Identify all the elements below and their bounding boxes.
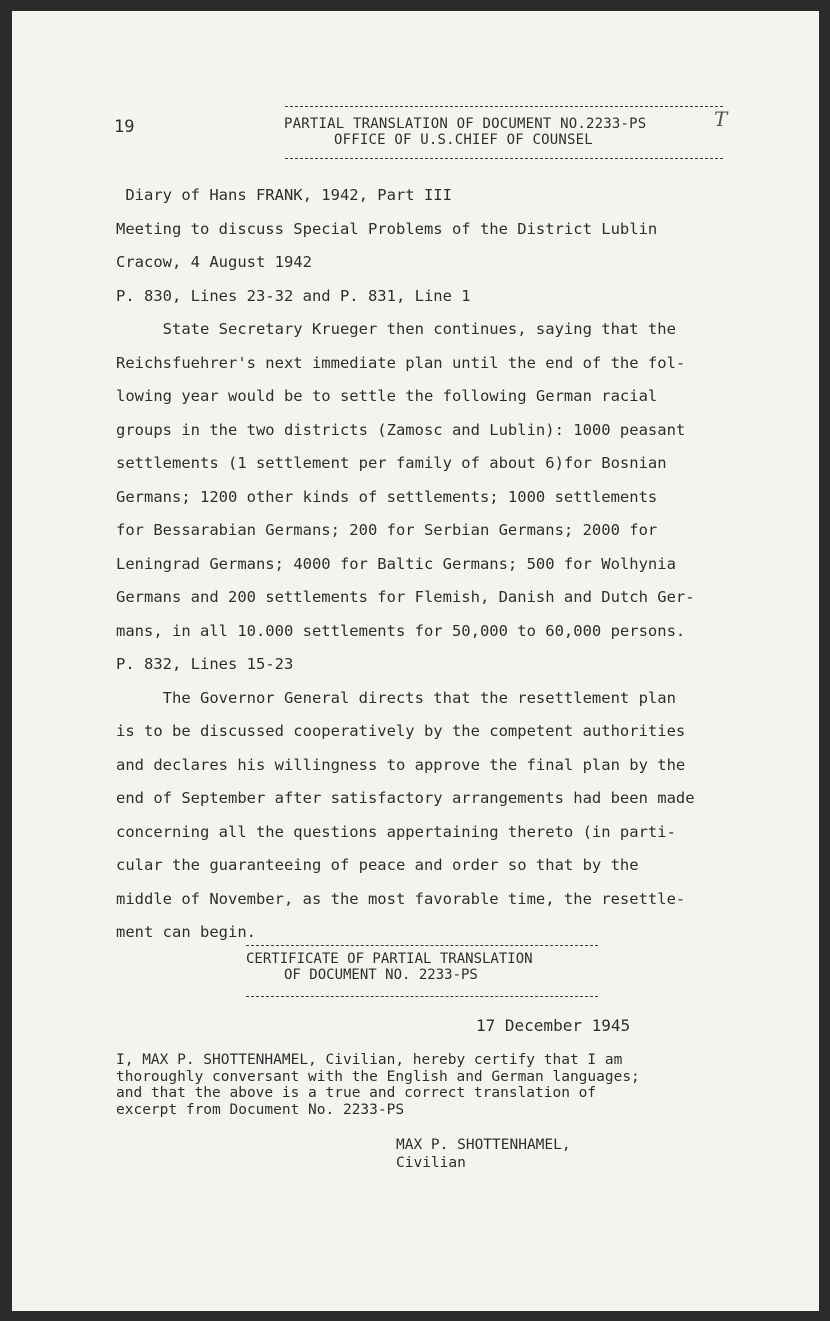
text-line: for Bessarabian Germans; 200 for Serbian Germans; 2000 for bbox=[116, 521, 658, 539]
text-line: groups in the two districts (Zamosc and Lublin): 1000 peasant bbox=[116, 420, 686, 439]
text-line: middle of November, as the most favorable time, the resettle- bbox=[116, 889, 686, 908]
certificate-date: 17 December 1945 bbox=[476, 1016, 631, 1035]
text-line: Leningrad Germans; 4000 for Baltic Germans; 500 for Wolhynia bbox=[116, 554, 676, 573]
text-line: Meeting to discuss Special Problems of the District Lublin bbox=[116, 219, 658, 238]
text-line: Germans and 200 settlements for Flemish, Danish and Dutch Ger- bbox=[116, 588, 695, 606]
signature-title: Civilian bbox=[396, 1154, 466, 1171]
handwritten-mark: T bbox=[714, 107, 728, 131]
certificate-document-number: OF DOCUMENT NO. 2233-PS bbox=[284, 967, 478, 983]
certificate-title: CERTIFICATE OF PARTIAL TRANSLATION bbox=[246, 951, 533, 967]
text-line: P. 832, Lines 15-23 bbox=[116, 655, 294, 673]
text-line: concerning all the questions appertaining thereto (in parti- bbox=[116, 822, 676, 841]
text-line: Germans; 1200 other kinds of settlements; 1000 settlements bbox=[116, 487, 658, 506]
header-title: PARTIAL TRANSLATION OF DOCUMENT NO.2233-PS bbox=[284, 116, 647, 132]
header-office: OFFICE OF U.S.CHIEF OF COUNSEL bbox=[334, 132, 593, 148]
certificate-top-rule bbox=[246, 945, 598, 946]
signature-block bbox=[396, 1137, 571, 1172]
certificate-line: thoroughly conversant with the English and German languages; bbox=[116, 1068, 640, 1085]
text-line: lowing year would be to settle the following German racial bbox=[116, 387, 658, 405]
text-line: Diary of Hans FRANK, 1942, Part III bbox=[116, 186, 452, 204]
text-line: P. 830, Lines 23-32 and P. 831, Line 1 bbox=[116, 286, 471, 305]
text-line: Reichsfuehrer's next immediate plan until the end of the fol- bbox=[116, 353, 686, 372]
text-line: ment can begin. bbox=[116, 923, 256, 941]
text-line: and declares his willingness to approve the final plan by the bbox=[116, 755, 686, 774]
certificate-statement bbox=[116, 1052, 640, 1118]
page-number: 19 bbox=[114, 117, 135, 137]
text-line: is to be discussed cooperatively by the competent authorities bbox=[116, 722, 686, 740]
certificate-line: excerpt from Document No. 2233-PS bbox=[116, 1101, 405, 1118]
signature-name: MAX P. SHOTTENHAMEL, bbox=[396, 1137, 571, 1153]
document-page bbox=[12, 11, 819, 1311]
text-line: The Governor General directs that the resettlement plan bbox=[116, 688, 676, 707]
text-line: State Secretary Krueger then continues, saying that the bbox=[116, 320, 676, 338]
text-line: Cracow, 4 August 1942 bbox=[116, 253, 312, 271]
header-top-rule bbox=[285, 106, 723, 107]
certificate-bottom-rule bbox=[246, 996, 598, 997]
text-line: end of September after satisfactory arrangements had been made bbox=[116, 789, 695, 807]
text-line: mans, in all 10.000 settlements for 50,000 to 60,000 persons. bbox=[116, 621, 686, 640]
text-line: cular the guaranteeing of peace and order so that by the bbox=[116, 856, 639, 874]
text-line: settlements (1 settlement per family of about 6)for Bosnian bbox=[116, 454, 667, 472]
certificate-line: and that the above is a true and correct translation of bbox=[116, 1085, 597, 1101]
certificate-line: I, MAX P. SHOTTENHAMEL, Civilian, hereby certify that I am bbox=[116, 1052, 623, 1068]
header-bottom-rule bbox=[285, 158, 723, 159]
diary-excerpt bbox=[116, 179, 756, 950]
